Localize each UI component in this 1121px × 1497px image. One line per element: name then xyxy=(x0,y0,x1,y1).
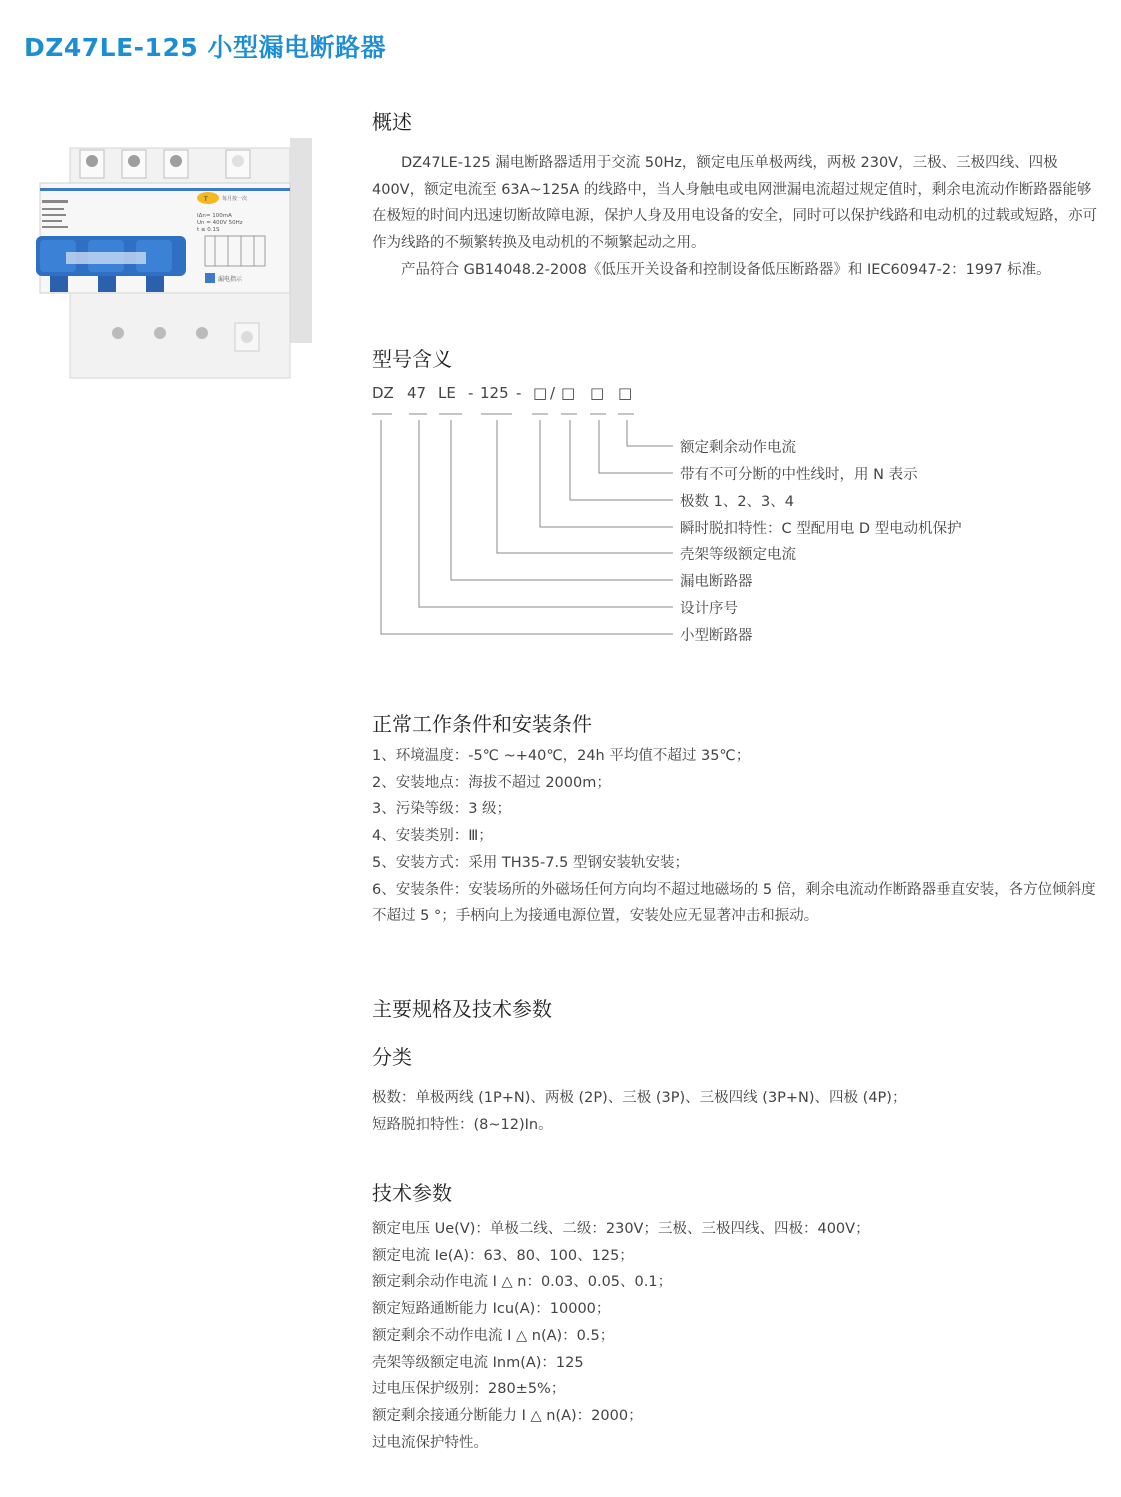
list-item: 4、安装类别：Ⅲ； xyxy=(372,828,493,845)
specs-heading: 主要规格及技术参数 xyxy=(372,997,552,1021)
list-item: 6、安装条件：安装场所的外磁场任何方向均不超过地磁场的 5 倍，剩余电流动作断路器垂直安装，各方位倾斜度不超过 5 °；手柄向上为接通电源位置，安装处应无显著冲击和振动。 xyxy=(372,881,1096,925)
list-item: 极数：单极两线 (1P+N)、两极 (2P)、三极 (3P)、三极四线 (3P+N)、四极 (4P)； xyxy=(372,1090,907,1106)
voltage-text: Un = 400V 50Hz xyxy=(197,220,243,226)
legend-frame-current: 壳架等级额定电流 xyxy=(680,547,796,563)
code-le: LE xyxy=(438,384,456,402)
list-item: 额定剩余动作电流 I △ n：0.03、0.05、0.1； xyxy=(372,1274,673,1291)
monthly-test-note: 每月按一次 xyxy=(222,196,248,202)
list-item: 过电流保护特性。 xyxy=(372,1434,488,1451)
time-text: t ≤ 0.1S xyxy=(197,227,220,233)
technical-list xyxy=(372,1216,1100,1456)
code-box-1: □ xyxy=(533,384,548,402)
page-title: DZ47LE-125 小型漏电断路器 xyxy=(24,33,386,62)
code-dash-1: - xyxy=(468,384,474,402)
code-47: 47 xyxy=(407,384,427,402)
classification-heading: 分类 xyxy=(372,1045,412,1069)
list-item: 5、安装方式：采用 TH35-7.5 型钢安装轨安装； xyxy=(372,854,689,871)
list-item: 额定剩余接通分断能力 I △ n(A)：2000； xyxy=(372,1407,643,1424)
code-slash: / xyxy=(550,384,556,402)
legend-neutral: 带有不可分断的中性线时，用 N 表示 xyxy=(680,467,918,483)
legend-design-number: 设计序号 xyxy=(680,601,738,617)
list-item: 额定电流 Ie(A)：63、80、100、125； xyxy=(372,1247,634,1264)
legend-poles: 极数 1、2、3、4 xyxy=(680,494,795,510)
code-125: 125 xyxy=(480,384,509,402)
code-box-2: □ xyxy=(561,384,576,402)
list-item: 3、污染等级：3 级； xyxy=(372,801,512,818)
list-item: 过电压保护级别：280±5%； xyxy=(372,1381,566,1398)
list-item: 2、安装地点：海拔不超过 2000m； xyxy=(372,774,611,791)
conditions-heading: 正常工作条件和安装条件 xyxy=(372,712,592,736)
legend-rcd: 漏电断路器 xyxy=(680,574,753,590)
product-image xyxy=(30,128,320,386)
code-box-3: □ xyxy=(590,384,605,402)
code-dz: DZ xyxy=(372,384,394,402)
overview-heading: 概述 xyxy=(372,110,412,134)
classification-list xyxy=(372,1085,1100,1138)
test-tag: T xyxy=(204,196,208,203)
rating-text: IΔn= 100mA xyxy=(197,213,232,219)
list-item: 额定电压 Ue(V)：单极二线、二级：230V；三极、三极四线、四极：400V； xyxy=(372,1221,870,1237)
leak-indicator-label: 漏电指示 xyxy=(218,276,243,283)
list-item: 额定剩余不动作电流 I △ n(A)：0.5； xyxy=(372,1327,615,1344)
list-item: 短路脱扣特性：(8~12)In。 xyxy=(372,1116,553,1133)
list-item: 额定短路通断能力 Icu(A)：10000； xyxy=(372,1301,611,1318)
legend-residual-current: 额定剩余动作电流 xyxy=(680,440,796,456)
technical-heading: 技术参数 xyxy=(372,1181,452,1205)
legend-trip-characteristic: 瞬时脱扣特性：C 型配用电 D 型电动机保护 xyxy=(680,521,962,537)
code-dash-2: - xyxy=(516,384,522,402)
list-item: 壳架等级额定电流 Inm(A)：125 xyxy=(372,1354,584,1371)
model-heading: 型号含义 xyxy=(372,347,452,371)
overview-paragraph: DZ47LE-125 漏电断路器适用于交流 50Hz，额定电压单极两线，两极 230V，三极、三极四线、四极 400V，额定电流至 63A~125A 的线路中，当人身触电或电网泄漏电流超过规定值时，剩余电流动作断路器能够在极短的时间内迅速切断故障电源，保护人身及用电设备的安全，同时可以保护线路和电动机的过载或短路，亦可作为线路的不频繁转换及电动机的不频繁起动之用。 xyxy=(372,155,1097,251)
list-item: 1、环境温度：-5℃ ~+40℃，24h 平均值不超过 35℃； xyxy=(372,748,751,764)
code-box-4: □ xyxy=(618,384,633,402)
conditions-list xyxy=(372,743,1100,930)
standards-paragraph: 产品符合 GB14048.2-2008《低压开关设备和控制设备低压断路器》和 IEC60947-2：1997 标准。 xyxy=(401,262,1051,278)
legend-mcb: 小型断路器 xyxy=(680,628,753,644)
